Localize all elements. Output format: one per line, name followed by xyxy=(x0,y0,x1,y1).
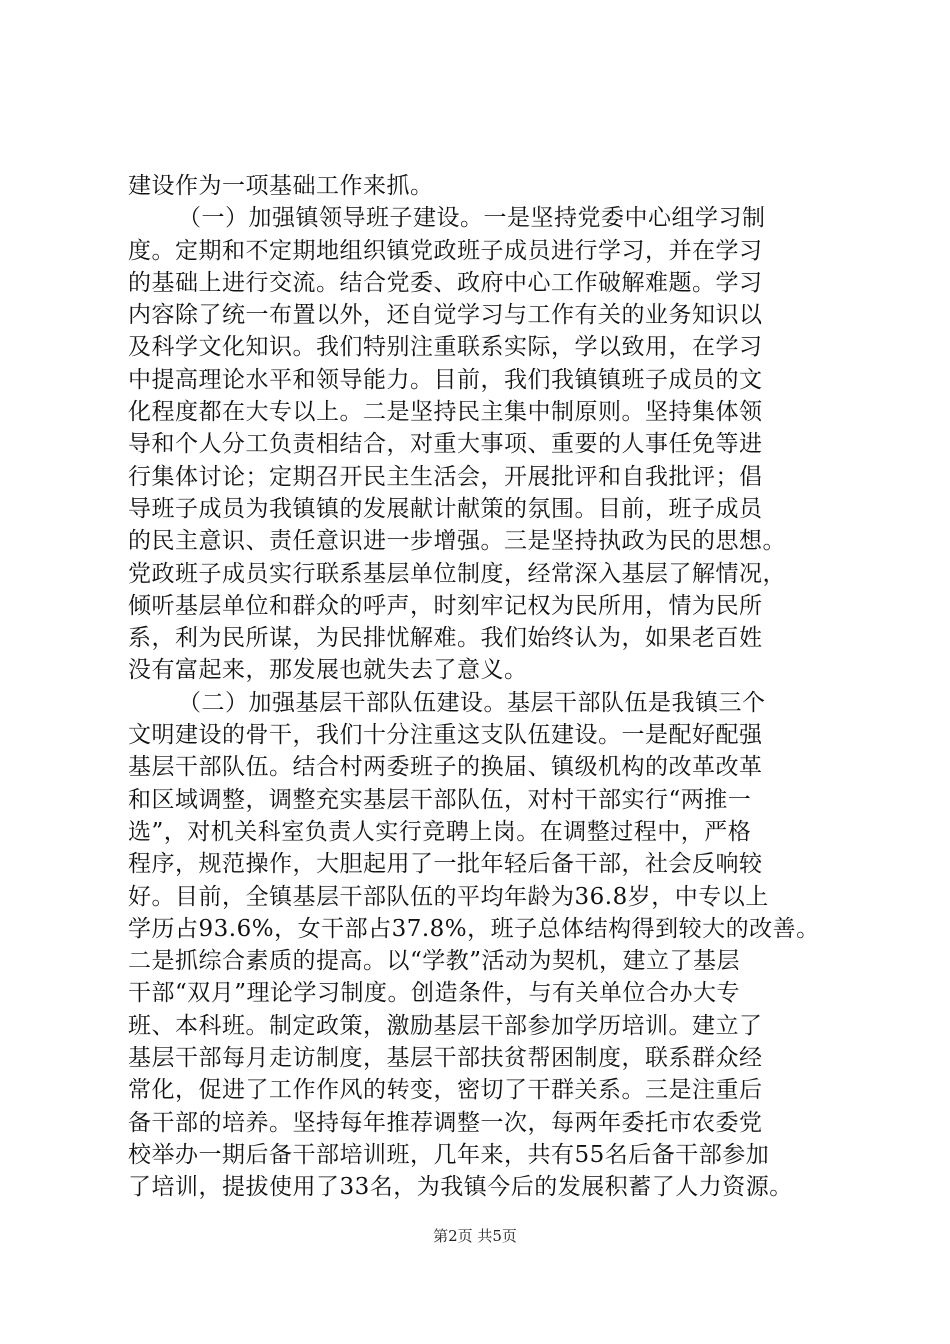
text-line: 学历占93.6%，女干部占37.8%，班子总体结构得到较大的改善。 xyxy=(128,915,820,942)
text-line: 班、本科班。制定政策，激励基层干部参加学历培训。建立了 xyxy=(128,1012,763,1039)
text-line: 系，利为民所谋，为民排忧解难。我们始终认为，如果老百姓 xyxy=(128,625,763,652)
paragraph-start-line: （二）加强基层干部队伍建设。基层干部队伍是我镇三个 xyxy=(178,689,766,716)
text-line: 党政班子成员实行联系基层单位制度，经常深入基层了解情况， xyxy=(128,560,786,587)
text-line: 导班子成员为我镇镇的发展献计献策的氛围。目前，班子成员 xyxy=(128,495,763,522)
text-line: 程序，规范操作，大胆起用了一批年轻后备干部，社会反响较 xyxy=(128,851,763,878)
text-line: 校举办一期后备干部培训班，几年来，共有55名后备干部参加 xyxy=(128,1141,770,1168)
text-line: 了培训，提拔使用了33名，为我镇今后的发展积蓄了人力资源。 xyxy=(128,1174,793,1201)
text-line: 基层干部队伍。结合村两委班子的换届、镇级机构的改革改革 xyxy=(128,754,763,781)
text-line: 内容除了统一布置以外，还自觉学习与工作有关的业务知识以 xyxy=(128,302,763,329)
text-line: 的民主意识、责任意识进一步增强。三是坚持执政为民的思想。 xyxy=(128,528,786,555)
text-line: 的基础上进行交流。结合党委、政府中心工作破解难题。学习 xyxy=(128,269,763,296)
paragraph-start-line: （一）加强镇领导班子建设。一是坚持党委中心组学习制 xyxy=(178,205,766,232)
text-line: 文明建设的骨干，我们十分注重这支队伍建设。一是配好配强 xyxy=(128,722,763,749)
text-line: 中提高理论水平和领导能力。目前，我们我镇镇班子成员的文 xyxy=(128,366,763,393)
text-line: 干部“双月”理论学习制度。创造条件，与有关单位合办大专 xyxy=(128,980,741,1007)
text-line: 常化，促进了工作作风的转变，密切了干群关系。三是注重后 xyxy=(128,1077,763,1104)
text-line: 倾听基层单位和群众的呼声，时刻牢记权为民所用，情为民所 xyxy=(128,592,763,619)
text-line: 建设作为一项基础工作来抓。 xyxy=(128,173,434,199)
text-line: 二是抓综合素质的提高。以“学教”活动为契机，建立了基层 xyxy=(128,948,741,975)
text-line: 度。定期和不定期地组织镇党政班子成员进行学习，并在学习 xyxy=(128,237,763,264)
text-line: 和区域调整，调整充实基层干部队伍，对村干部实行“两推一 xyxy=(128,786,752,813)
text-line: 没有富起来，那发展也就失去了意义。 xyxy=(128,657,528,684)
text-line: 化程度都在大专以上。二是坚持民主集中制原则。坚持集体领 xyxy=(128,399,763,426)
text-line: 导和个人分工负责相结合，对重大事项、重要的人事任免等进 xyxy=(128,431,763,458)
text-line: 及科学文化知识。我们特别注重联系实际，学以致用，在学习 xyxy=(128,334,763,361)
page-number-footer: 第2页 共5页 xyxy=(433,1227,517,1245)
text-line: 备干部的培养。坚持每年推荐调整一次，每两年委托市农委党 xyxy=(128,1109,763,1136)
text-line: 好。目前，全镇基层干部队伍的平均年龄为36.8岁，中专以上 xyxy=(128,883,769,910)
document-body xyxy=(128,170,822,1204)
text-line: 基层干部每月走访制度，基层干部扶贫帮困制度，联系群众经 xyxy=(128,1045,763,1072)
text-line: 选”，对机关科室负责人实行竞聘上岗。在调整过程中，严格 xyxy=(128,818,752,845)
text-line: 行集体讨论；定期召开民主生活会，开展批评和自我批评；倡 xyxy=(128,463,763,490)
